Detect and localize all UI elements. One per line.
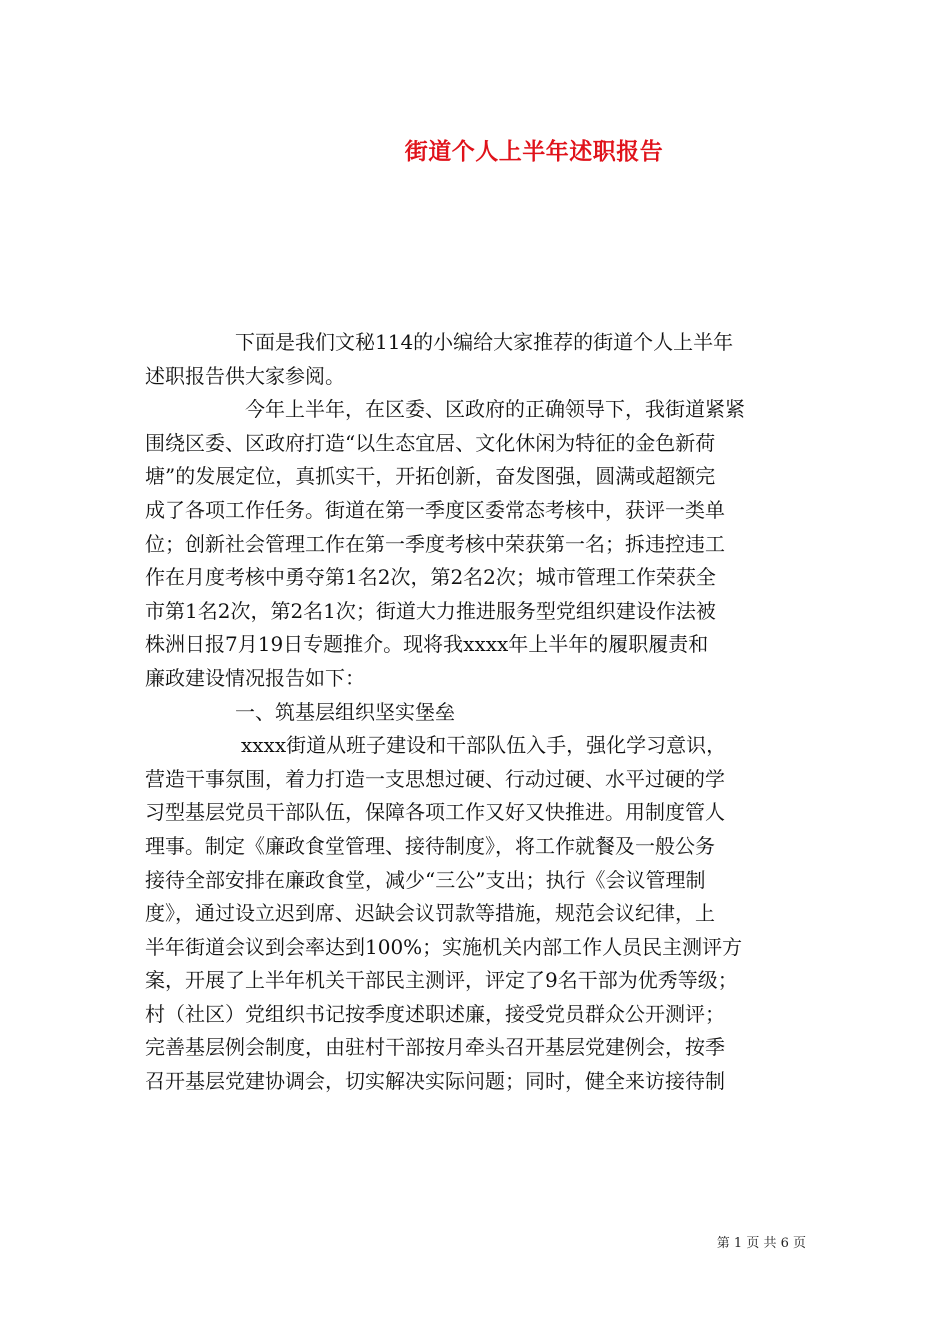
body-line: 营造干事氛围，着力打造一支思想过硬、行动过硬、水平过硬的学: [145, 766, 725, 791]
body-line: xxxx街道从班子建设和干部队伍入手，强化学习意识，: [241, 733, 727, 758]
body-line: 廉政建设情况报告如下：: [145, 665, 365, 690]
body-line: 位；创新社会管理工作在第一季度考核中荣获第一名；拆违控违工: [145, 531, 725, 556]
document-title: 街道个人上半年述职报告: [404, 138, 664, 165]
body-line: 围绕区委、区政府打造“以生态宜居、文化休闲为特征的金色新荷: [145, 430, 716, 455]
body-line: 塘”的发展定位，真抓实干，开拓创新，奋发图强，圆满或超额完: [145, 464, 716, 489]
body-line: 今年上半年，在区委、区政府的正确领导下，我街道紧紧: [245, 397, 745, 422]
body-line: 半年街道会议到会率达到100%；实施机关内部工作人员民主测评方: [145, 934, 743, 959]
body-line: 接待全部安排在廉政食堂，减少“三公”支出；执行《会议管理制: [145, 867, 706, 892]
body-line: 案，开展了上半年机关干部民主测评，评定了9名干部为优秀等级；: [145, 968, 738, 993]
page-number: 第 1 页 共 6 页: [716, 1236, 806, 1251]
body-line: 市第1名2次，第2名1次；街道大力推进服务型党组织建设作法被: [145, 598, 716, 623]
document-body: [145, 326, 810, 1099]
section-heading: 一、筑基层组织坚实堡垒: [235, 699, 455, 724]
body-line: 村（社区）党组织书记按季度述职述廉，接受党员群众公开测评；: [145, 1001, 725, 1026]
body-line: 度》，通过设立迟到席、迟缺会议罚款等措施，规范会议纪律，上: [145, 901, 715, 926]
body-line: 述职报告供大家参阅。: [145, 363, 345, 388]
body-line: 理事。制定《廉政食堂管理、接待制度》，将工作就餐及一般公务: [145, 833, 715, 858]
body-line: 习型基层党员干部队伍，保障各项工作又好又快推进。用制度管人: [145, 800, 725, 825]
body-line: 成了各项工作任务。街道在第一季度区委常态考核中，获评一类单: [145, 497, 725, 522]
body-line: 召开基层党建协调会，切实解决实际问题；同时，健全来访接待制: [145, 1069, 725, 1094]
body-line: 作在月度考核中勇夺第1名2次，第2名2次；城市管理工作荣获全: [145, 565, 716, 590]
body-line: 株洲日报7月19日专题推介。现将我xxxx年上半年的履职履责和: [145, 632, 709, 657]
body-line: 下面是我们文秘114的小编给大家推荐的街道个人上半年: [235, 330, 734, 354]
body-line: 完善基层例会制度，由驻村干部按月牵头召开基层党建例会，按季: [145, 1035, 725, 1060]
